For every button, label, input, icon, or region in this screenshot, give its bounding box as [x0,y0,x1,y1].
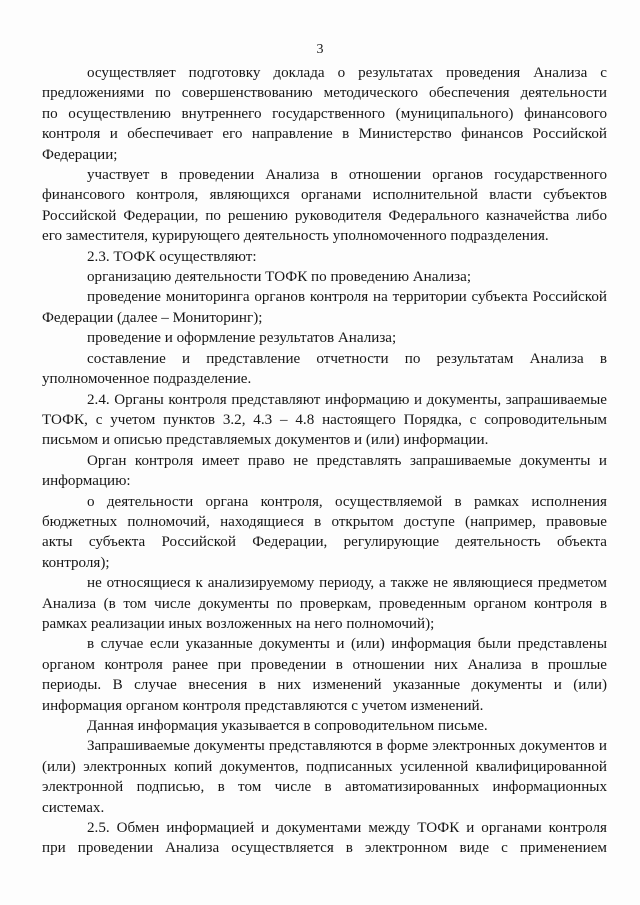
paragraph [42,451,607,492]
text-line: рамках реализации иных возложенных на него полномочий); [42,615,435,632]
text-line: акты субъекта Российской Федерации, регулирующие деятельность объекта [42,534,607,551]
text-line: его заместителя, курирующего деятельность уполномоченного подразделения. [42,228,549,245]
text-line: органом контроля ранее при проведении в отношении них Анализа в прошлые [42,656,607,673]
text-line: финансового контроля, являющихся органами исполнительной власти субъектов [42,187,607,204]
paragraph [87,267,607,287]
paragraph [42,349,607,390]
page-number: 3 [316,42,324,57]
paragraph [42,165,607,247]
paragraph [42,63,607,165]
paragraph [87,328,607,348]
text-line: проведение мониторинга органов контроля на территории субъекта Российской [87,289,607,306]
text-line: 2.3. ТОФК осуществляют: [87,248,257,265]
text-line: при проведении Анализа осуществляется в электронном виде с применением [42,840,607,857]
text-line: (или) электронных копий документов, подписанных усиленной квалифицированной [42,758,607,775]
paragraph [87,716,607,736]
text-line: 2.4. Органы контроля представляют информацию и документы, запрашиваемые [87,391,607,408]
text-line: Анализа (в том числе документы по проверкам, проведенным органом контроля в [42,595,607,612]
paragraph [42,573,607,634]
text-line: предложениями по совершенствованию методического обеспечения деятельности [42,85,607,102]
text-line: 2.5. Обмен информацией и документами между ТОФК и органами контроля [87,820,607,837]
paragraph [42,390,607,451]
text-line: бюджетных полномочий, находящиеся в открытом доступе (например, правовые [42,513,607,530]
paragraph [42,492,607,574]
text-line: информация органом контроля представляются с учетом изменений. [42,697,484,714]
text-line: организацию деятельности ТОФК по проведению Анализа; [87,269,472,286]
text-line: о деятельности органа контроля, осуществляемой в рамках исполнения [87,493,607,510]
text-line: составление и представление отчетности по результатам Анализа в [87,350,607,367]
paragraph [87,247,607,267]
text-line: Данная информация указывается в сопроводительном письме. [87,718,488,734]
text-line: Федерации (далее – Мониторинг); [42,309,263,326]
paragraph [42,634,607,716]
text-line: письмом и описью представляемых документов и (или) информации. [42,432,489,449]
text-line: ТОФК, с учетом пунктов 3.2, 4.3 – 4.8 настоящего Порядка, с сопроводительным [42,411,607,428]
document-body [42,63,607,859]
text-line: Орган контроля имеет право не представлять запрашиваемые документы и [87,452,607,469]
text-line: в случае если указанные документы и (или) информация были представлены [87,636,607,653]
paragraph [42,287,607,328]
text-line: Федерации; [42,146,118,163]
text-line: контроля); [42,554,110,571]
text-line: уполномоченное подразделение. [42,371,252,388]
text-line: информацию: [42,473,131,490]
text-line: Запрашиваемые документы представляются в форме электронных документов и [87,738,607,755]
text-line: по осуществлению внутреннего государственного (муниципального) финансового [42,105,607,122]
text-line: периоды. В случае внесения в них изменений указанные документы и (или) [42,677,607,694]
paragraph [42,818,607,859]
text-line: системах. [42,799,105,816]
text-line: проведение и оформление результатов Анализа; [87,330,397,347]
text-line: электронной подписью, в том числе в автоматизированных информационных [42,779,607,796]
text-line: осуществляет подготовку доклада о результатах проведения Анализа с [87,65,607,81]
paragraph [42,736,607,818]
text-line: контроля и обеспечивает его направление в Министерство финансов Российской [42,126,607,143]
text-line: не относящиеся к анализируемому периоду, а также не являющиеся предметом [87,575,607,592]
text-line: участвует в проведении Анализа в отношении органов государственного [87,167,607,184]
text-line: Российской Федерации, по решению руководителя Федерального казначейства либо [42,207,607,224]
